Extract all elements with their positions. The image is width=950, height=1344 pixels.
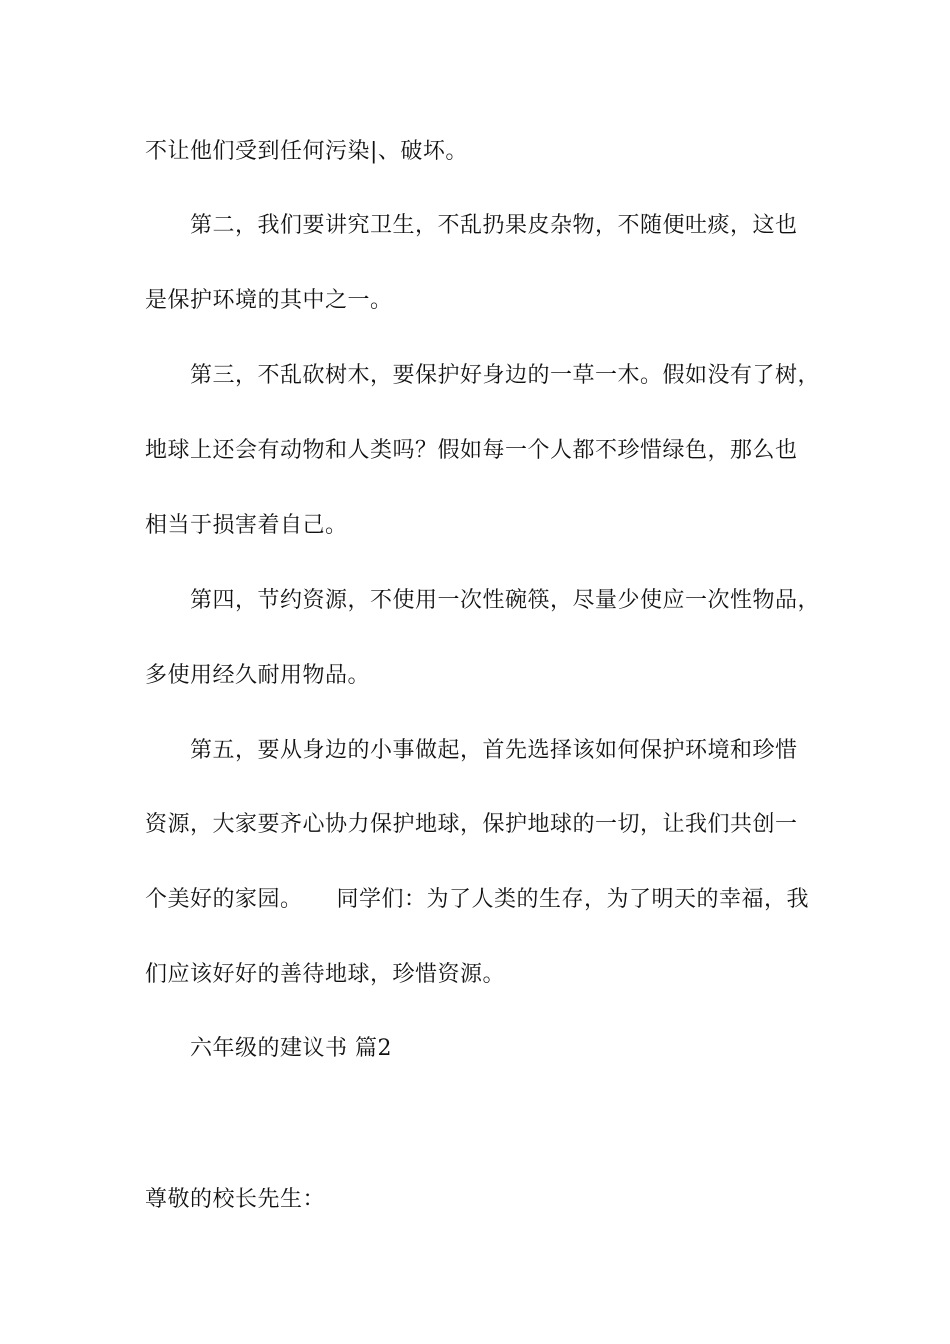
paragraph-line: 相当于损害着自己。	[145, 513, 348, 538]
paragraph-line: 第三，不乱砍树木，要保护好身边的一草一木。假如没有了树，	[190, 363, 821, 388]
paragraph-line: 地球上还会有动物和人类吗？假如每一个人都不珍惜绿色，那么也	[145, 438, 798, 463]
paragraph-line: 们应该好好的善待地球，珍惜资源。	[145, 962, 506, 987]
paragraph-line: 第二，我们要讲究卫生，不乱扔果皮杂物，不随便吐痰，这也	[190, 213, 798, 238]
section-title: 六年级的建议书 篇2	[190, 1036, 392, 1061]
paragraph-line: 第四，节约资源，不使用一次性碗筷，尽量少使应一次性物品，	[190, 588, 821, 613]
paragraph-line: 资源，大家要齐心协力保护地球，保护地球的一切，让我们共创一	[145, 812, 798, 837]
paragraph-line: 个美好的家园。 同学们：为了人类的生存，为了明天的幸福，我	[145, 887, 810, 912]
salutation: 尊敬的校长先生：	[145, 1187, 326, 1212]
paragraph-line: 是保护环境的其中之一。	[145, 288, 393, 313]
paragraph-line: 不让他们受到任何污染|、破坏。	[145, 139, 468, 164]
paragraph-line: 第五，要从身边的小事做起，首先选择该如何保护环境和珍惜	[190, 738, 798, 763]
paragraph-line: 多使用经久耐用物品。	[145, 663, 371, 688]
